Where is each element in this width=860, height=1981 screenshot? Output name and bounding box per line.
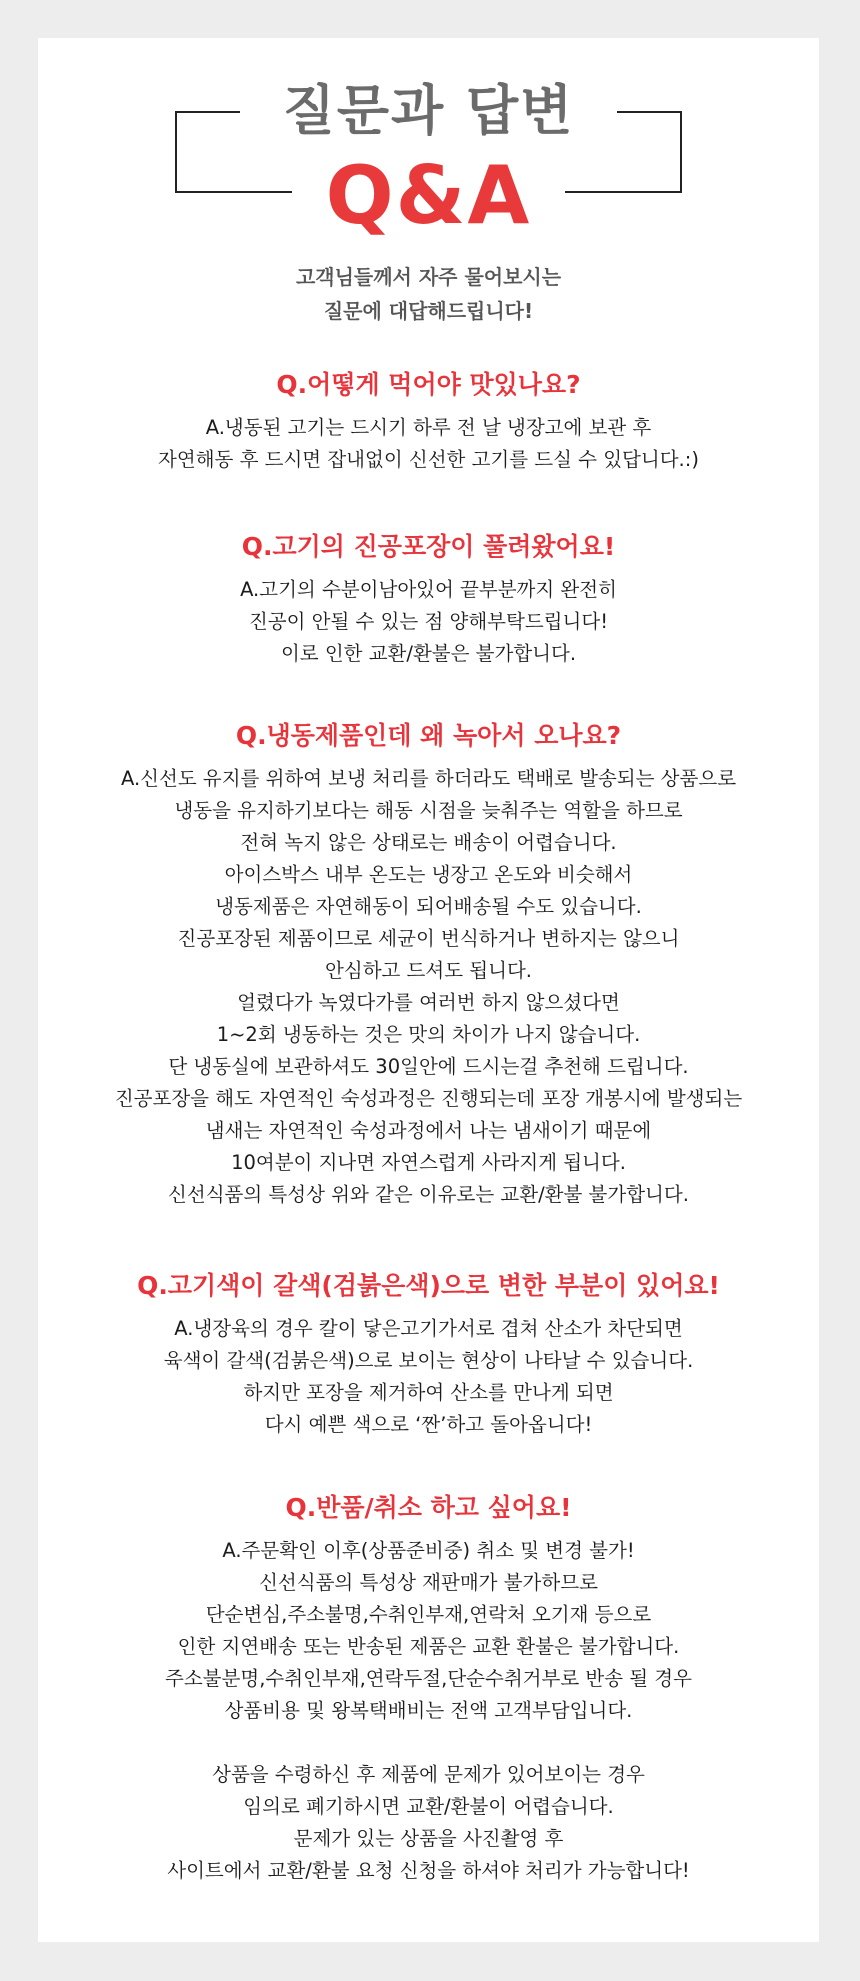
answer-line: 인한 지연배송 또는 반송된 제품은 교환 환불은 불가합니다.: [177, 1635, 680, 1658]
answer-line: 문제가 있는 상품을 사진촬영 후: [293, 1827, 564, 1850]
answer-line: 육색이 갈색(검붉은색)으로 보이는 현상이 나타날 수 있습니다.: [163, 1349, 694, 1372]
answer-4: [38, 1313, 819, 1441]
answer-3: [38, 763, 819, 1211]
answer-line: 임의로 폐기하시면 교환/환불이 어렵습니다.: [243, 1795, 614, 1818]
answer-line: A.고기의 수분이남아있어 끝부분까지 완전히: [240, 578, 617, 601]
page-title: 질문과 답변: [282, 79, 575, 142]
answer-line: 냄새는 자연적인 숙성과정에서 나는 냄새이기 때문에: [205, 1119, 652, 1142]
qa-card: [38, 38, 819, 1942]
answer-line: 상품을 수령하신 후 제품에 문제가 있어보이는 경우: [212, 1763, 645, 1786]
answer-line: 주소불분명,수취인부재,연락두절,단순수취거부로 반송 될 경우: [165, 1667, 692, 1690]
question-2: Q.고기의 진공포장이 풀려왔어요!: [241, 532, 616, 561]
answer-1: [38, 412, 819, 476]
answer-line: 신선식품의 특성상 위와 같은 이유로는 교환/환불 불가합니다.: [168, 1183, 689, 1206]
question-4: Q.고기색이 갈색(검붉은색)으로 변한 부분이 있어요!: [137, 1271, 720, 1300]
qa-item-2: [38, 530, 819, 670]
answer-line: 아이스박스 내부 온도는 냉장고 온도와 비슷해서: [224, 863, 633, 886]
answer-line: 얼렸다가 녹였다가를 여러번 하지 않으셨다면: [237, 991, 620, 1014]
answer-line: 안심하고 드셔도 됩니다.: [325, 959, 532, 982]
answer-line: 전혀 녹지 않은 상태로는 배송이 어렵습니다.: [240, 831, 617, 854]
qa-item-5: [38, 1491, 819, 1887]
answer-line: 1~2회 냉동하는 것은 맛의 차이가 나지 않습니다.: [216, 1023, 641, 1046]
answer-line: A.신선도 유지를 위하여 보냉 처리를 하더라도 택배로 발송되는 상품으로: [120, 767, 737, 790]
qa-item-3: [38, 719, 819, 1211]
answer-line: 자연해동 후 드시면 잡내없이 신선한 고기를 드실 수 있답니다.:): [158, 448, 699, 471]
question-1: Q.어떻게 먹어야 맛있나요?: [276, 370, 581, 399]
answer-line: 사이트에서 교환/환불 요청 신청을 하셔야 처리가 가능합니다!: [167, 1859, 690, 1882]
answer-line: 진공이 안될 수 있는 점 양해부탁드립니다!: [248, 610, 609, 633]
question-5: Q.반품/취소 하고 싶어요!: [285, 1493, 572, 1522]
answer-line: 10여분이 지나면 자연스럽게 사라지게 됩니다.: [231, 1151, 626, 1174]
answer-line: A.냉동된 고기는 드시기 하루 전 날 냉장고에 보관 후: [205, 416, 652, 439]
answer-line: 하지만 포장을 제거하여 산소를 만나게 되면: [243, 1381, 614, 1404]
qa-item-4: [38, 1269, 819, 1441]
answer-line: 냉동제품은 자연해동이 되어배송될 수도 있습니다.: [215, 895, 642, 918]
answer-line: A.주문확인 이후(상품준비중) 취소 및 변경 불가!: [222, 1539, 635, 1562]
answer-line: 단순변심,주소불명,수취인부재,연락처 오기재 등으로: [205, 1603, 652, 1626]
answer-line: 냉동을 유지하기보다는 해동 시점을 늦춰주는 역할을 하므로: [174, 799, 683, 822]
answer-2: [38, 574, 819, 670]
intro-line: 고객님들께서 자주 물어보시는: [295, 265, 562, 289]
intro-text: [38, 260, 819, 328]
qa-header: [38, 38, 819, 258]
answer-line: 신선식품의 특성상 재판매가 불가하므로: [259, 1571, 598, 1594]
answer-spacer: [38, 1727, 819, 1759]
answer-line: 다시 예쁜 색으로 ‘짠’하고 돌아옵니다!: [264, 1413, 593, 1436]
answer-line: 단 냉동실에 보관하셔도 30일안에 드시는걸 추천해 드립니다.: [168, 1055, 689, 1078]
answer-line: 진공포장된 제품이므로 세균이 번식하거나 변하지는 않으니: [177, 927, 680, 950]
question-3: Q.냉동제품인데 왜 녹아서 오나요?: [235, 721, 622, 750]
intro-line: 질문에 대답해드립니다!: [323, 299, 534, 323]
answer-5: [38, 1535, 819, 1887]
answer-line: 이로 인한 교환/환불은 불가합니다.: [280, 642, 577, 665]
answer-line: 진공포장을 해도 자연적인 숙성과정은 진행되는데 포장 개봉시에 발생되는: [114, 1087, 743, 1110]
answer-line: 상품비용 및 왕복택배비는 전액 고객부담입니다.: [224, 1699, 633, 1722]
qa-item-1: [38, 368, 819, 476]
answer-line: A.냉장육의 경우 칼이 닿은고기가서로 겹쳐 산소가 차단되면: [174, 1317, 683, 1340]
page-subtitle-qa: Q&A: [325, 149, 532, 242]
